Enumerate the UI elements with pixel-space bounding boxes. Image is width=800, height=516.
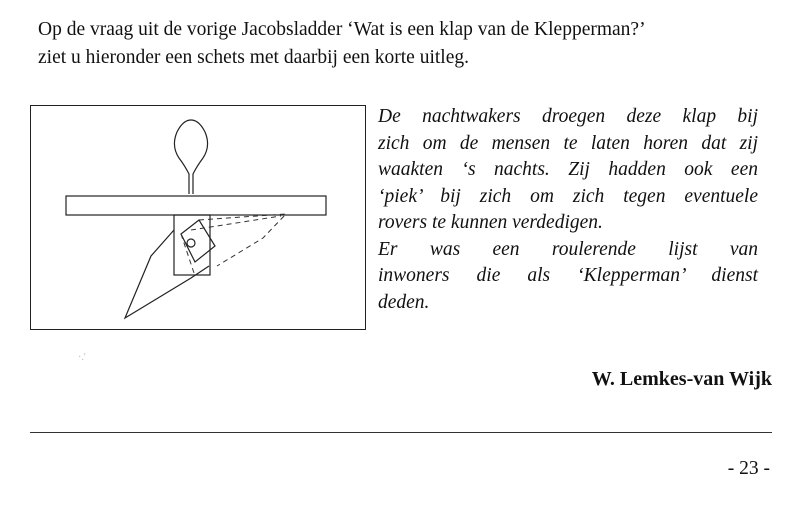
caption-text [378,104,758,316]
sketch-pivot-circle [187,239,195,247]
klapper-sketch-drawing [31,106,367,331]
sketch-block [174,215,210,275]
caption-line-6: Er was een roulerende lijst van [378,238,758,260]
author-signature: W. Lemkes-van Wijk [591,368,772,390]
sketch-board [66,196,326,215]
caption-line-1: De nachtwakers droegen deze klap bij [378,106,758,127]
intro-line-2: ziet u hieronder een schets met daarbij een korte uitleg. [38,47,469,68]
caption-line-5: rovers te kunnen verdedigen. [378,212,603,233]
scan-speck: ·.' [78,352,86,363]
sketch-blade [125,230,209,318]
intro-line-1: Op de vraag uit de vorige Jacobsladder ‘Wat is een klap van de Klepperman?’ [38,19,646,40]
caption-line-2: zich om de mensen te laten horen dat zij [378,132,758,154]
caption-line-3: waakten ‘s nachts. Zij hadden ook een [378,159,758,180]
sketch-dashed-swing-2 [199,214,286,266]
intro-paragraph [38,16,788,72]
klapper-sketch [30,105,366,330]
sketch-dashed-swing-1 [191,216,281,230]
caption-line-4: ‘piek’ bij zich om zich tegen eventuele [378,185,758,207]
sketch-handle [174,120,207,194]
caption-line-7: inwoners die als ‘Klepperman’ dienst [378,265,758,286]
footer-divider [30,432,772,433]
caption-line-8: deden. [378,291,430,313]
page-number: - 23 - [727,458,770,479]
